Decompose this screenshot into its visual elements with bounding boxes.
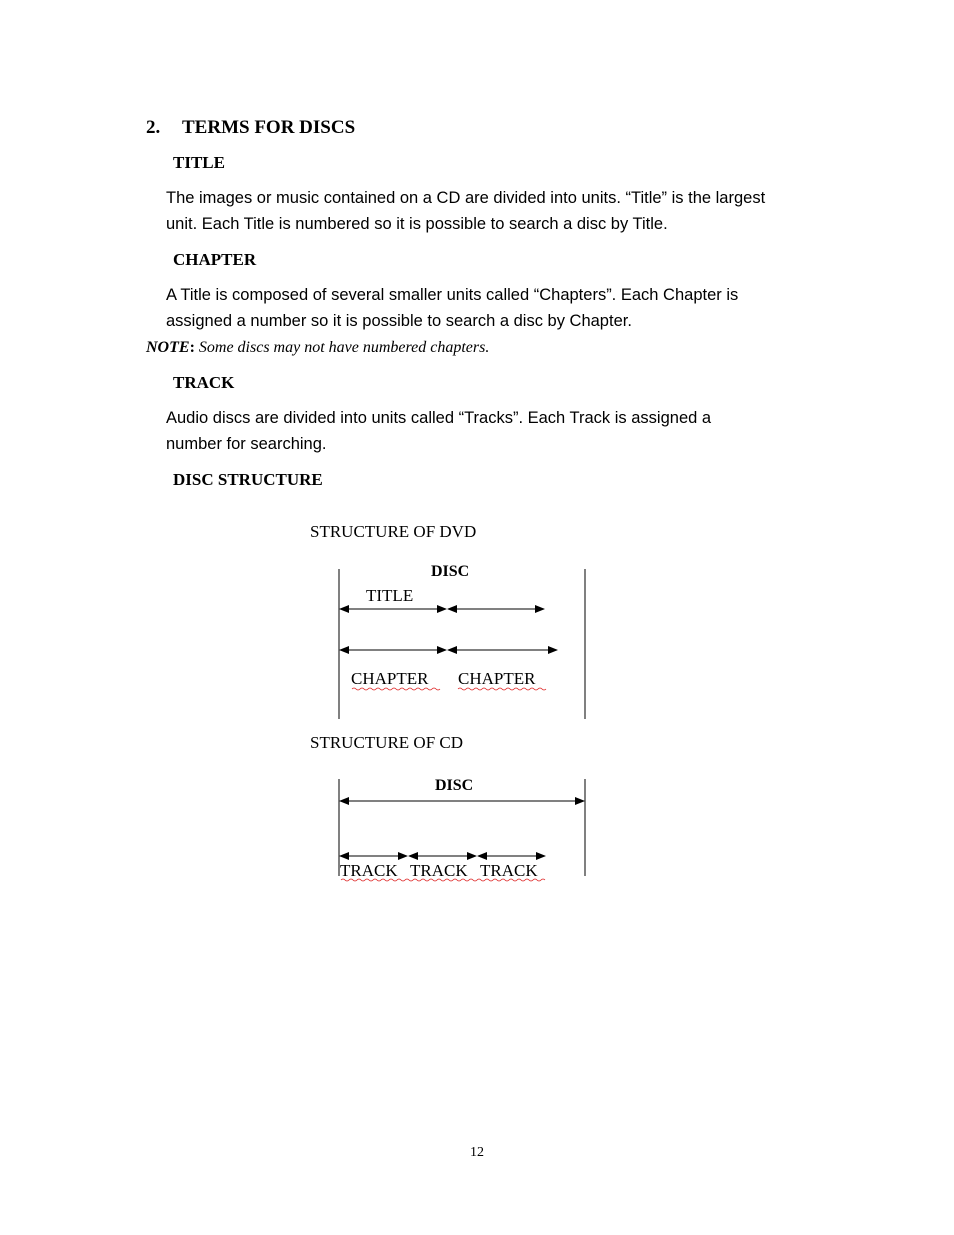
dvd-chapter-label-2: CHAPTER [458,669,536,688]
dvd-disc-label: DISC [431,563,470,580]
cd-track-label-1: TRACK [340,861,398,880]
note-text: Some discs may not have numbered chapters. [194,339,490,356]
dvd-diagram [310,522,585,719]
track-paragraph-line-1: Audio discs are divided into units called “Tracks”. Each Track is assigned a [166,409,712,427]
cd-track-label-3: TRACK [480,861,538,880]
section-title: TERMS FOR DISCS [182,117,356,138]
dvd-chapter-label-1: CHAPTER [351,669,429,688]
title-paragraph-line-1: The images or music contained on a CD are divided into units. “Title” is the largest [166,189,766,207]
spellcheck-underline [352,688,440,690]
track-paragraph-line-2: number for searching. [166,435,327,453]
title-heading: TITLE [173,153,225,172]
chapter-paragraph-line-2: assigned a number so it is possible to search a disc by Chapter. [166,312,632,330]
page-number: 12 [470,1145,484,1160]
dvd-title-label: TITLE [366,586,414,605]
section-number: 2. [146,117,161,138]
title-paragraph-line-2: unit. Each Title is numbered so it is possible to search a disc by Title. [166,215,668,233]
chapter-paragraph-line-1: A Title is composed of several smaller units called “Chapters”. Each Chapter is [166,286,739,304]
cd-disc-label: DISC [435,777,474,794]
cd-track-label-2: TRACK [410,861,468,880]
track-heading: TRACK [173,373,235,392]
cd-diagram [310,733,585,881]
cd-diagram-title: STRUCTURE OF CD [310,733,464,752]
disc-structure-heading: DISC STRUCTURE [173,470,323,489]
spellcheck-underline [458,688,546,690]
note-label: NOTE [146,339,190,356]
dvd-diagram-title: STRUCTURE OF DVD [310,522,477,541]
chapter-heading: CHAPTER [173,250,257,269]
note-colon: : [189,339,195,356]
